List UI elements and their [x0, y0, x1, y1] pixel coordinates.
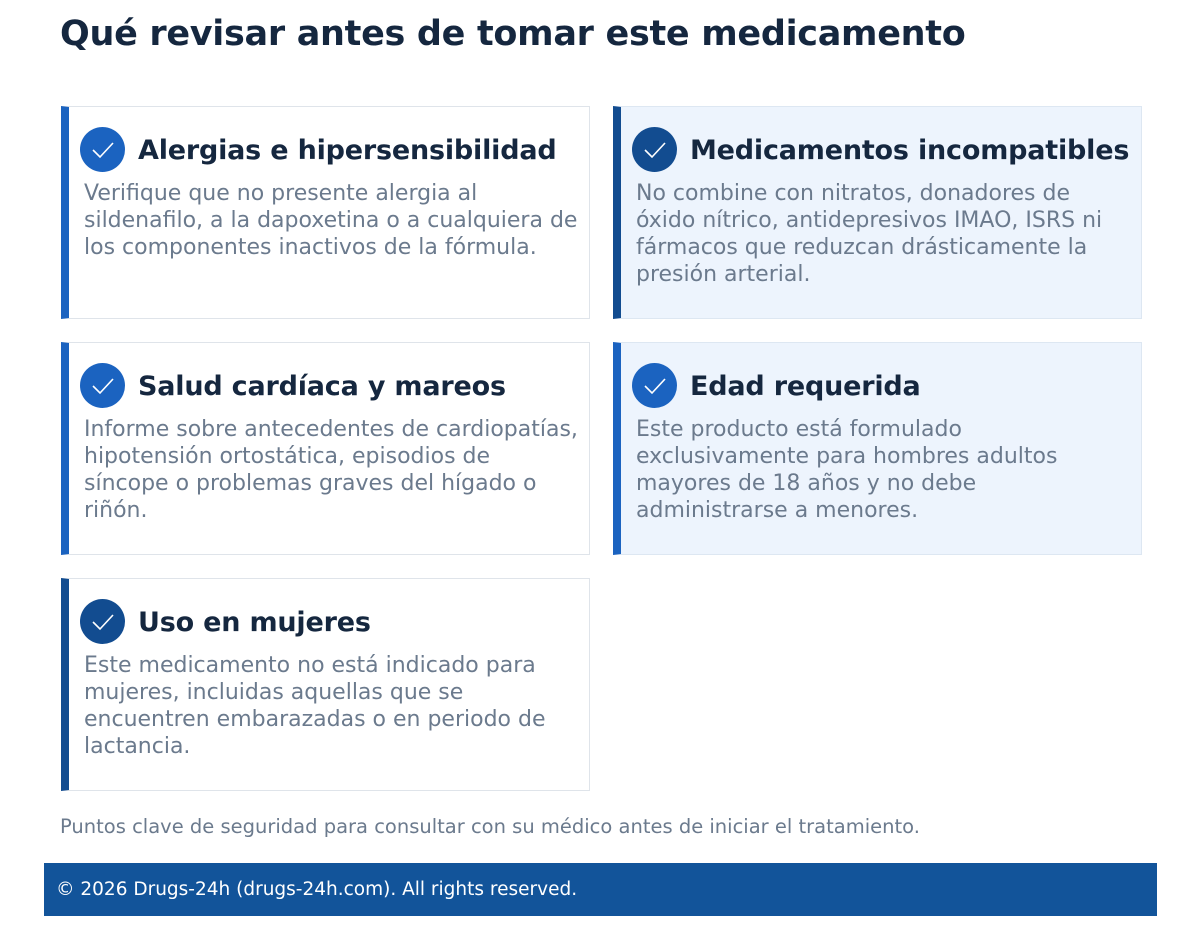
card-allergies	[61, 106, 590, 319]
card-incompatible-drugs	[613, 106, 1142, 319]
card-body: Este producto está formulado exclusivamente para hombres adultos mayores de 18 años y no debe administrarse a menores.	[636, 417, 1058, 523]
card-heart-health	[61, 342, 590, 555]
check-circle-icon	[80, 127, 125, 172]
check-circle-icon	[632, 127, 677, 172]
card-title: Medicamentos incompatibles	[690, 135, 1130, 166]
check-circle-icon	[80, 363, 125, 408]
card-title: Edad requerida	[690, 371, 921, 402]
card-title: Alergias e hipersensibilidad	[138, 135, 557, 166]
footer	[44, 863, 1157, 916]
card-body: Este medicamento no está indicado para mujeres, incluidas aquellas que se encuentren embarazadas o en periodo de lactancia.	[84, 653, 546, 759]
copyright-text: © 2026 Drugs-24h (drugs-24h.com). All rights reserved.	[56, 879, 578, 900]
card-body: Informe sobre antecedentes de cardiopatías, hipotensión ortostática, episodios de síncope o problemas graves del hígado o riñón.	[84, 417, 578, 523]
card-body: No combine con nitratos, donadores de óxido nítrico, antidepresivos IMAO, ISRS ni fármacos que reduzcan drásticamente la presión arterial.	[636, 181, 1103, 287]
page-title: Qué revisar antes de tomar este medicamento	[60, 14, 966, 54]
card-body: Verifique que no presente alergia al sildenafilo, a la dapoxetina o a cualquiera de los componentes inactivos de la fórmula.	[84, 181, 578, 260]
check-circle-icon	[80, 599, 125, 644]
card-use-in-women	[61, 578, 590, 791]
card-title: Salud cardíaca y mareos	[138, 371, 506, 402]
card-required-age	[613, 342, 1142, 555]
card-title: Uso en mujeres	[138, 607, 371, 638]
caption: Puntos clave de seguridad para consultar con su médico antes de iniciar el tratamiento.	[60, 815, 920, 838]
check-circle-icon	[632, 363, 677, 408]
